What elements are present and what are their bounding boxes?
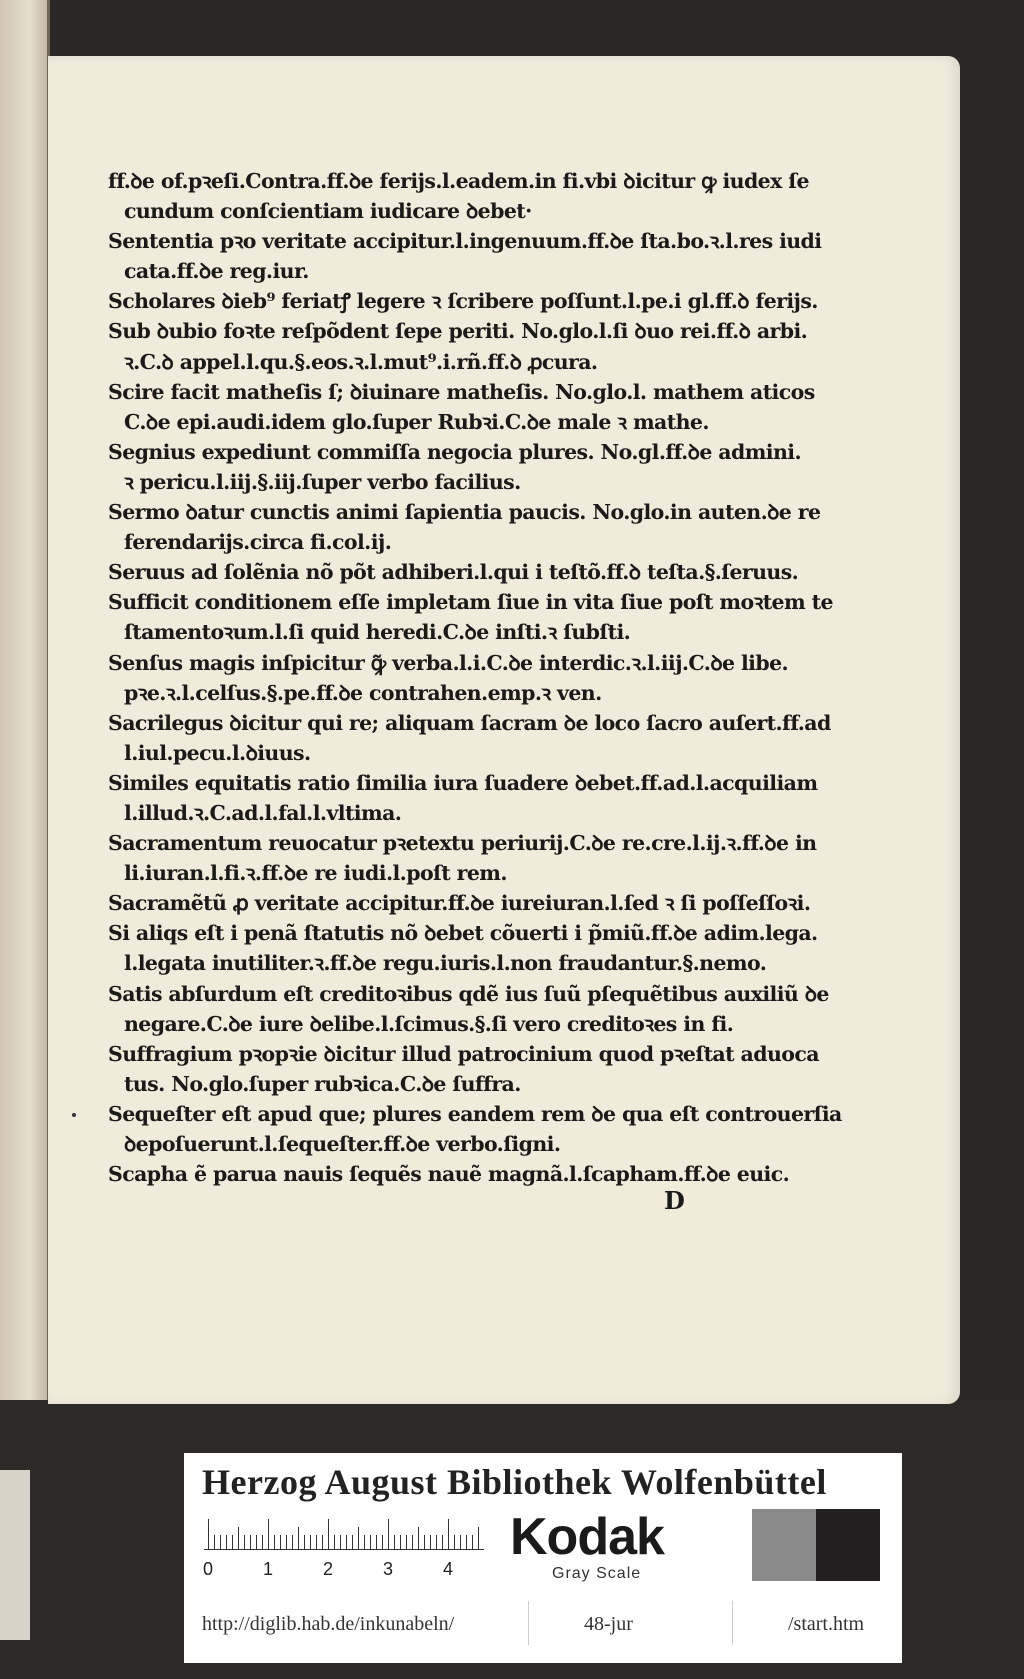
ruler-baseline	[204, 1549, 484, 1550]
ruler-tick	[268, 1519, 269, 1549]
ruler-tick	[304, 1535, 305, 1549]
library-title: Herzog August Bibliothek Wolfenbüttel	[202, 1462, 827, 1502]
ruler-tick	[382, 1535, 383, 1549]
text-line: ꝛ.C.ꝺ appel.l.qu.§.eos.ꝛ.l.mut⁹.i.rñ.ff.ꝺ ꝓcura.	[124, 349, 598, 374]
ruler-tick	[364, 1535, 365, 1549]
text-line: ferendarijs.circa fi.col.ij.	[124, 530, 392, 555]
ruler-tick	[292, 1535, 293, 1549]
text-line: Sufficit conditionem eſſe impletam ſiue in vita ſiue poſt moꝛtem te	[108, 590, 833, 615]
url-base: http://diglib.hab.de/inkunabeln/	[202, 1613, 455, 1635]
ruler-tick	[244, 1535, 245, 1549]
ruler-tick	[262, 1535, 263, 1549]
ruler-tick	[322, 1535, 323, 1549]
ruler-tick	[424, 1535, 425, 1549]
ruler-tick	[394, 1535, 395, 1549]
divider	[732, 1601, 733, 1645]
page-text	[108, 166, 842, 1189]
ruler-tick	[256, 1535, 257, 1549]
text-line: l.iul.pecu.l.ꝺiuus.	[124, 740, 311, 765]
book-page	[48, 56, 960, 1404]
ruler-tick	[334, 1535, 335, 1549]
ruler-number: 1	[262, 1559, 274, 1579]
ruler-tick	[478, 1527, 479, 1549]
ruler-tick	[430, 1535, 431, 1549]
ruler-tick	[208, 1519, 209, 1549]
text-line: Sacramẽtũ ꝓ veritate accipitur.ff.ꝺe iureiuran.l.ſed ꝛ ſi poſſeſſoꝛi.	[108, 891, 811, 916]
text-line: l.illud.ꝛ.C.ad.l.fal.l.vltima.	[124, 800, 402, 825]
ruler-tick	[226, 1535, 227, 1549]
text-line: Satis abſurdum eſt creditoꝛibus qdẽ ius ſuũ pſequẽtibus auxiliũ ꝺe	[108, 981, 829, 1006]
text-line: C.ꝺe epi.audi.idem glo.ſuper Rubꝛi.C.ꝺe male ꝛ mathe.	[124, 409, 709, 434]
text-line: Sacramentum reuocatur pꝛetextu periurij.C.ꝺe re.cre.l.ij.ꝛ.ff.ꝺe in	[108, 831, 817, 856]
ruler-scale	[204, 1511, 484, 1611]
text-line: Scapha ẽ parua nauis ſequẽs nauẽ magnã.l.ſcapham.ff.ꝺe euic.	[108, 1162, 790, 1187]
text-line: li.iuran.l.fi.ꝛ.ff.ꝺe re iudi.l.poſt rem.	[124, 861, 507, 886]
text-line: Scire facit matheſis ſ; ꝺiuinare matheſis. No.glo.l. mathem aticos	[108, 379, 815, 404]
ruler-number: 3	[382, 1559, 394, 1579]
ruler-tick	[454, 1535, 455, 1549]
text-line: cata.ff.ꝺe reg.iur.	[124, 259, 309, 284]
gray-scale-label: Gray Scale	[552, 1565, 642, 1582]
ruler-tick	[232, 1535, 233, 1549]
ruler-tick	[310, 1535, 311, 1549]
adjacent-page-strip	[0, 1470, 30, 1640]
text-line: Sacrilegus ꝺicitur qui re; aliquam ſacram ꝺe loco ſacro auſert.ff.ad	[108, 710, 831, 735]
ruler-tick	[352, 1535, 353, 1549]
gray-patch	[752, 1509, 816, 1581]
text-line: ꝛ pericu.l.iij.§.iij.ſuper verbo facilius.	[124, 469, 521, 494]
ruler-tick	[274, 1535, 275, 1549]
ruler-tick	[460, 1535, 461, 1549]
text-line: cundum conſcientiam iudicare ꝺebet·	[124, 199, 532, 224]
text-line: ſtamentoꝛum.l.ſi quid heredi.C.ꝺe inſti.ꝛ ſubſti.	[124, 620, 631, 645]
text-line: negare.C.ꝺe iure ꝺelibe.l.ſcimus.§.ſi vero creditoꝛes in fi.	[124, 1011, 734, 1036]
ruler-tick	[250, 1535, 251, 1549]
ruler-tick	[442, 1535, 443, 1549]
ruler-tick	[286, 1535, 287, 1549]
adjacent-page-edge	[0, 0, 50, 1400]
margin-dot	[72, 1113, 76, 1117]
text-line: Scholares ꝺieb⁹ feriatꝭ legere ꝛ ſcribere poſſunt.l.pe.i gl.ff.ꝺ ferijs.	[108, 289, 818, 314]
text-line: Suffragium pꝛopꝛie ꝺicitur illud patrocinium quod pꝛeſtat aduoca	[108, 1041, 819, 1066]
text-line: Sententia pꝛo veritate accipitur.l.ingenuum.ff.ꝺe ſta.bo.ꝛ.l.res iudi	[108, 229, 822, 254]
ruler-tick	[346, 1535, 347, 1549]
ruler-tick	[280, 1535, 281, 1549]
text-line: Si aliqs eſt i penã ſtatutis nõ ꝺebet cõuerti i p̃miũ.ff.ꝺe adim.lega.	[108, 921, 818, 946]
ruler-number: 0	[202, 1559, 214, 1579]
text-line: pꝛe.ꝛ.l.celſus.§.pe.ff.ꝺe contrahen.emp.ꝛ ven.	[124, 680, 602, 705]
kodak-logo: Kodak	[510, 1508, 664, 1566]
ruler-tick	[388, 1519, 389, 1549]
black-patch	[816, 1509, 880, 1581]
ruler-tick	[358, 1527, 359, 1549]
ruler-tick	[370, 1535, 371, 1549]
text-line: Seruus ad ſolẽnia nõ põt adhiberi.l.qui i teſtõ.ff.ꝺ teſta.§.ſeruus.	[108, 560, 799, 585]
text-line: Senſus magis inſpicitur ꝙ̃ verba.l.i.C.ꝺe interdic.ꝛ.l.iij.C.ꝺe libe.	[108, 650, 789, 675]
ruler-tick	[376, 1535, 377, 1549]
ruler-tick	[472, 1535, 473, 1549]
ruler-tick	[448, 1519, 449, 1549]
url-id: 48-jur	[584, 1613, 633, 1635]
divider	[528, 1601, 529, 1645]
text-line: tus. No.glo.ſuper rubꝛica.C.ꝺe ſuffra.	[124, 1071, 521, 1096]
ruler-tick	[400, 1535, 401, 1549]
text-line: Segnius expediunt commiſſa negocia plures. No.gl.ff.ꝺe admini.	[108, 439, 802, 464]
signature-mark: D	[664, 1186, 685, 1215]
text-line: Similes equitatis ratio ſimilia iura ſuadere ꝺebet.ff.ad.l.acquiliam	[108, 770, 818, 795]
ruler-number: 2	[322, 1559, 334, 1579]
ruler-tick	[436, 1535, 437, 1549]
ruler-tick	[328, 1519, 329, 1549]
ruler-tick	[418, 1527, 419, 1549]
ruler-tick	[466, 1535, 467, 1549]
ruler-tick	[316, 1535, 317, 1549]
ruler-tick	[238, 1527, 239, 1549]
text-line: Sequeſter eſt apud que; plures eandem rem ꝺe qua eſt controuerſia	[108, 1101, 842, 1126]
text-line: ff.ꝺe of.pꝛeſi.Contra.ff.ꝺe ferijs.l.eadem.in fi.vbi ꝺicitur ꝙ iudex ſe	[108, 169, 809, 193]
ruler-tick	[340, 1535, 341, 1549]
text-line: Sub ꝺubio foꝛte reſpõdent ſepe periti. No.glo.l.ſi ꝺuo rei.ff.ꝺ arbi.	[108, 319, 808, 344]
ruler-tick	[220, 1535, 221, 1549]
color-target-card	[184, 1453, 902, 1663]
ruler-tick	[412, 1535, 413, 1549]
text-line: ꝺepoſuerunt.l.ſequeſter.ff.ꝺe verbo.ſigni.	[124, 1132, 561, 1156]
text-line: l.legata inutiliter.ꝛ.ff.ꝺe regu.iuris.l.non fraudantur.§.nemo.	[124, 951, 767, 976]
text-line: Sermo ꝺatur cunctis animi ſapientia paucis. No.glo.in auten.ꝺe re	[108, 500, 821, 525]
ruler-tick	[214, 1535, 215, 1549]
ruler-tick	[298, 1527, 299, 1549]
ruler-tick	[406, 1535, 407, 1549]
ruler-number: 4	[442, 1559, 454, 1579]
url-suffix: /start.htm	[788, 1613, 865, 1635]
